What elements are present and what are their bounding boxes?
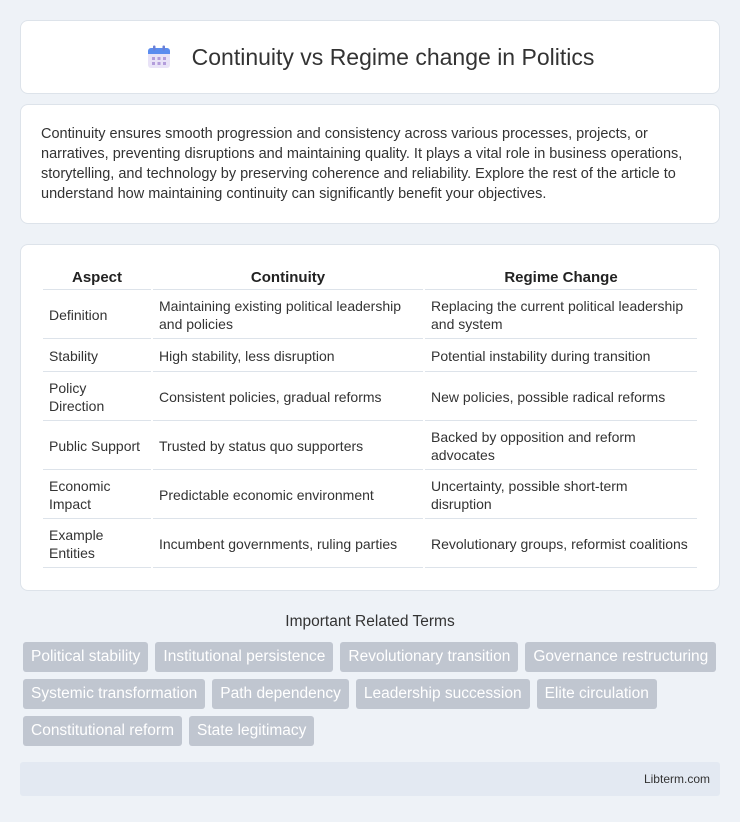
table-cell-regime-change: Potential instability during transition — [425, 341, 697, 372]
tag-institutional-persistence[interactable]: Institutional persistence — [155, 642, 333, 672]
related-terms-list — [20, 642, 720, 746]
tag-leadership-succession[interactable]: Leadership succession — [356, 679, 530, 709]
table-cell-aspect: Example Entities — [43, 521, 151, 568]
table-cell-aspect: Definition — [43, 292, 151, 339]
tag-systemic-transformation[interactable]: Systemic transformation — [23, 679, 205, 709]
tag-state-legitimacy[interactable]: State legitimacy — [189, 716, 314, 746]
header-card — [20, 20, 720, 94]
table-cell-aspect: Public Support — [43, 423, 151, 470]
table-row — [43, 423, 697, 470]
table-cell-continuity: Incumbent governments, ruling parties — [153, 521, 423, 568]
table-row — [43, 521, 697, 568]
column-header-aspect: Aspect — [43, 267, 151, 290]
table-row — [43, 292, 697, 339]
table-cell-regime-change: Backed by opposition and reform advocates — [425, 423, 697, 470]
table-cell-aspect: Stability — [43, 341, 151, 372]
table-cell-regime-change: New policies, possible radical reforms — [425, 374, 697, 421]
table-cell-continuity: Maintaining existing political leadership and policies — [153, 292, 423, 339]
table-cell-continuity: High stability, less disruption — [153, 341, 423, 372]
tag-elite-circulation[interactable]: Elite circulation — [537, 679, 657, 709]
intro-card — [20, 104, 720, 224]
table-row — [43, 341, 697, 372]
footer-brand-link[interactable]: Libterm.com — [643, 772, 710, 786]
intro-text: Continuity ensures smooth progression and consistency across various processes, projects, or narratives, preventing disruptions and maintaining quality. It plays a vital role in business operations, storytelling, and technology by preserving coherence and reliability. Explore the rest of the article to understand how maintaining continuity can significantly benefit your objectives. — [41, 126, 683, 202]
table-cell-continuity: Trusted by status quo supporters — [153, 423, 423, 470]
table-cell-regime-change: Replacing the current political leadership and system — [425, 292, 697, 339]
tag-political-stability[interactable]: Political stability — [23, 642, 148, 672]
table-row — [43, 472, 697, 519]
tag-governance-restructuring[interactable]: Governance restructuring — [525, 642, 716, 672]
calendar-icon — [146, 44, 172, 70]
table-cell-continuity: Consistent policies, gradual reforms — [153, 374, 423, 421]
tag-revolutionary-transition[interactable]: Revolutionary transition — [340, 642, 518, 672]
page-title: Continuity vs Regime change in Politics — [191, 43, 595, 70]
comparison-table — [41, 265, 699, 570]
column-header-regime-change: Regime Change — [425, 267, 697, 290]
column-header-continuity: Continuity — [153, 267, 423, 290]
comparison-table-card — [20, 244, 720, 591]
footer — [20, 762, 720, 796]
table-row — [43, 374, 697, 421]
table-cell-regime-change: Revolutionary groups, reformist coalitions — [425, 521, 697, 568]
table-cell-continuity: Predictable economic environment — [153, 472, 423, 519]
table-cell-aspect: Policy Direction — [43, 374, 151, 421]
table-header-row — [43, 267, 697, 290]
table-cell-regime-change: Uncertainty, possible short-term disruption — [425, 472, 697, 519]
table-cell-aspect: Economic Impact — [43, 472, 151, 519]
tag-path-dependency[interactable]: Path dependency — [212, 679, 349, 709]
related-terms-title: Important Related Terms — [285, 613, 455, 630]
tag-constitutional-reform[interactable]: Constitutional reform — [23, 716, 182, 746]
